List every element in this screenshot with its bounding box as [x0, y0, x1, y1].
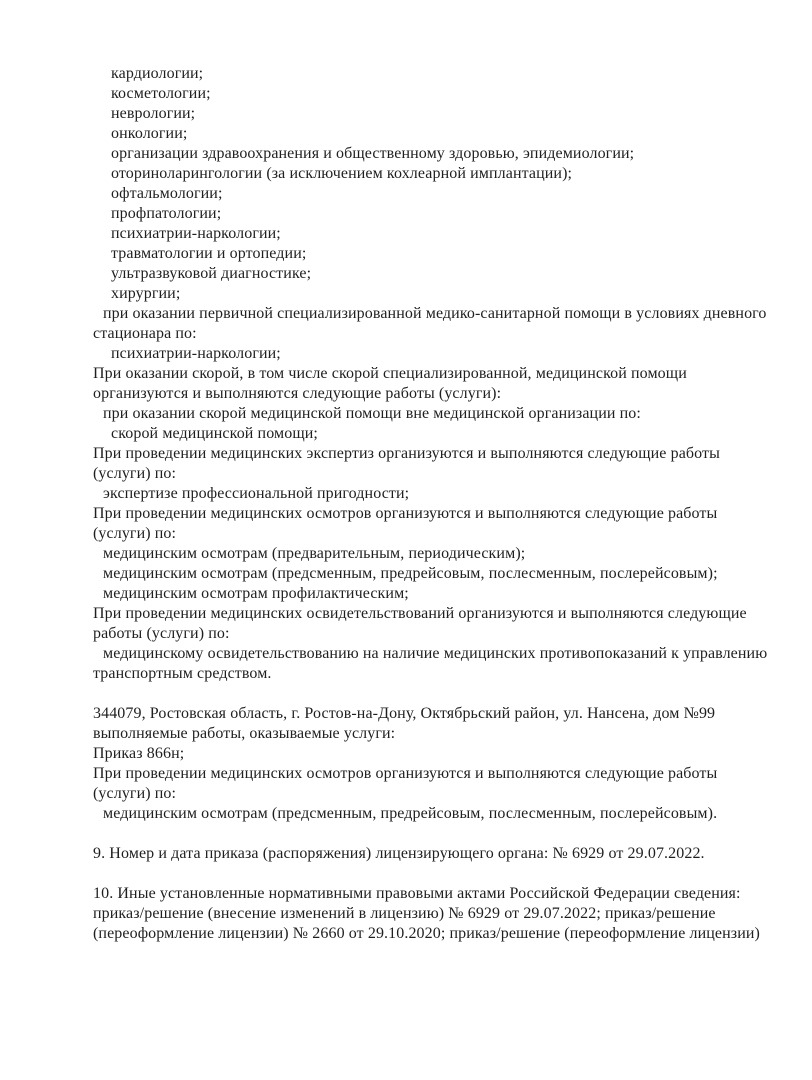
text-line: транспортным средством.	[93, 665, 272, 682]
text-line: психиатрии-наркологии;	[111, 225, 281, 242]
text-line: при оказании первичной специализированной медико-санитарной помощи в условиях дневного	[103, 305, 767, 322]
blank-line	[93, 824, 772, 844]
text-line: При проведении медицинских осмотров организуются и выполняются следующие работы	[93, 765, 718, 782]
text-line: онкологии;	[111, 125, 188, 142]
text-line: (услуги) по:	[93, 525, 177, 542]
text-line: 9. Номер и дата приказа (распоряжения) лицензирующего органа: № 6929 от 29.07.2022.	[93, 845, 705, 862]
text-line: Приказ 866н;	[93, 745, 185, 762]
text-line: При проведении медицинских экспертиз организуются и выполняются следующие работы	[93, 445, 720, 462]
text-line: 344079, Ростовская область, г. Ростов-на-Дону, Октябрьский район, ул. Нансена, дом №99	[93, 705, 716, 722]
text-line: психиатрии-наркологии;	[111, 345, 281, 362]
text-line: медицинским осмотрам (предсменным, предрейсовым, послесменным, послерейсовым);	[103, 565, 718, 582]
text-line: при оказании скорой медицинской помощи вне медицинской организации по:	[103, 405, 641, 422]
blank-line	[93, 684, 772, 704]
text-line: При проведении медицинских освидетельствований организуются и выполняются следующие	[93, 605, 747, 622]
text-line: офтальмологии;	[111, 185, 223, 202]
document-body	[93, 64, 772, 944]
text-line: хирургии;	[111, 285, 181, 302]
text-line: медицинским осмотрам (предварительным, периодическим);	[103, 545, 526, 562]
text-line: экспертизе профессиональной пригодности;	[103, 485, 410, 502]
text-line: медицинским осмотрам (предсменным, предрейсовым, послесменным, послерейсовым).	[103, 805, 718, 822]
text-line: профпатологии;	[111, 205, 222, 222]
text-line: приказ/решение (внесение изменений в лицензию) № 6929 от 29.07.2022; приказ/решение	[93, 905, 716, 922]
text-line: 10. Иные установленные нормативными правовыми актами Российской Федерации сведения:	[93, 885, 741, 902]
text-line: организуются и выполняются следующие работы (услуги):	[93, 385, 502, 402]
text-line: ультразвуковой диагностике;	[111, 265, 312, 282]
text-line: медицинским осмотрам профилактическим;	[103, 585, 409, 602]
text-line: (услуги) по:	[93, 465, 177, 482]
text-line: скорой медицинской помощи;	[111, 425, 318, 442]
text-line: выполняемые работы, оказываемые услуги:	[93, 725, 396, 742]
blank-line	[93, 864, 772, 884]
text-line: неврологии;	[111, 105, 196, 122]
text-line: При проведении медицинских осмотров организуются и выполняются следующие работы	[93, 505, 718, 522]
text-line: стационара по:	[93, 325, 197, 342]
text-line: оториноларингологии (за исключением кохлеарной имплантации);	[111, 165, 573, 182]
text-line: При оказании скорой, в том числе скорой специализированной, медицинской помощи	[93, 365, 687, 382]
text-line: медицинскому освидетельствованию на наличие медицинских противопоказаний к управлению	[103, 645, 768, 662]
text-line: косметологии;	[111, 85, 211, 102]
text-line: кардиологии;	[111, 65, 204, 82]
text-line: организации здравоохранения и общественному здоровью, эпидемиологии;	[111, 145, 635, 162]
text-line: травматологии и ортопедии;	[111, 245, 307, 262]
text-line: (услуги) по:	[93, 785, 177, 802]
text-line: работы (услуги) по:	[93, 625, 230, 642]
text-line: (переоформление лицензии) № 2660 от 29.10.2020; приказ/решение (переоформление лицензии)	[93, 925, 760, 942]
